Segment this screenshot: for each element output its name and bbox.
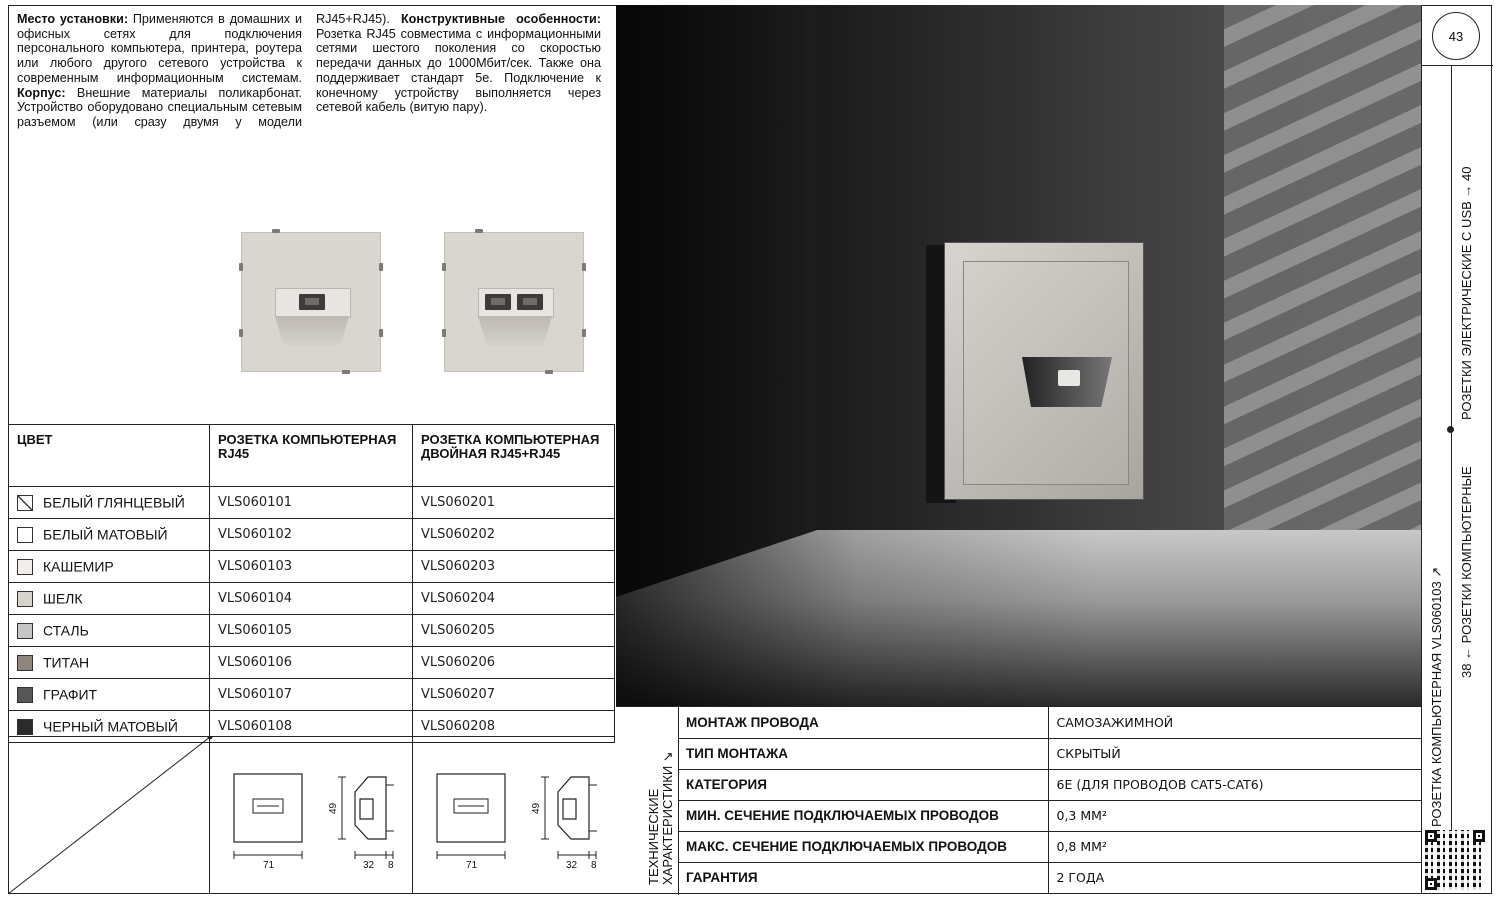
code-single: VLS060105 bbox=[210, 615, 413, 647]
table-row bbox=[9, 583, 615, 615]
color-name: СТАЛЬ bbox=[43, 622, 89, 639]
tech-specs-label bbox=[616, 707, 679, 895]
color-swatch bbox=[17, 655, 33, 671]
interior-photo bbox=[616, 5, 1421, 706]
color-name: ГРАФИТ bbox=[43, 686, 98, 703]
spec-key: ТИП МОНТАЖА bbox=[678, 738, 1048, 769]
table-row bbox=[9, 551, 615, 583]
color-swatch bbox=[17, 591, 33, 607]
color-cell bbox=[9, 647, 210, 679]
dim-depth-a-1: 32 bbox=[363, 860, 375, 871]
socket-plate-photo bbox=[944, 242, 1144, 500]
spec-value: 6Е (ДЛЯ ПРОВОДОВ CAT5-CAT6) bbox=[1048, 769, 1421, 800]
code-single: VLS060103 bbox=[210, 551, 413, 583]
color-swatch bbox=[17, 623, 33, 639]
drawing-double bbox=[437, 774, 597, 871]
tech-specs bbox=[616, 706, 1421, 895]
dimension-drawings bbox=[8, 736, 615, 894]
page-number: 43 bbox=[1432, 12, 1480, 60]
tech-specs-table bbox=[678, 707, 1421, 893]
code-double: VLS060208 bbox=[413, 711, 615, 743]
spec-row bbox=[678, 800, 1421, 831]
drawing-single bbox=[234, 774, 394, 871]
intro-text-body: Внешние материалы поликарбонат. Устройство оборудовано специальным сетевым разъемом (или сразу двумя у модели RJ45+RJ45). bbox=[17, 12, 390, 129]
table-row bbox=[9, 647, 615, 679]
dim-width-1: 71 bbox=[263, 860, 275, 871]
code-double: VLS060202 bbox=[413, 519, 615, 551]
dim-width-2: 71 bbox=[466, 860, 478, 871]
qr-code[interactable] bbox=[1425, 830, 1485, 890]
color-name: БЕЛЫЙ ГЛЯНЦЕВЫЙ bbox=[43, 494, 185, 511]
intro-label-features: Конструктивные особенности: bbox=[401, 12, 601, 26]
code-single: VLS060101 bbox=[210, 487, 413, 519]
header-double: РОЗЕТКА КОМПЬЮТЕРНАЯ ДВОЙНАЯ RJ45+RJ45 bbox=[413, 425, 615, 487]
spec-row bbox=[678, 862, 1421, 893]
code-single: VLS060102 bbox=[210, 519, 413, 551]
color-name: ШЕЛК bbox=[43, 590, 83, 607]
color-code-table bbox=[8, 424, 615, 743]
code-single: VLS060108 bbox=[210, 711, 413, 743]
table-row bbox=[9, 615, 615, 647]
spec-key: МИН. СЕЧЕНИЕ ПОДКЛЮЧАЕМЫХ ПРОВОДОВ bbox=[678, 800, 1048, 831]
nav-prev-link[interactable]: 38 ← РОЗЕТКИ КОМПЬЮТЕРНЫЕ bbox=[1459, 466, 1474, 678]
code-double: VLS060204 bbox=[413, 583, 615, 615]
drawing-svg bbox=[8, 737, 615, 894]
header-single: РОЗЕТКА КОМПЬЮТЕРНАЯ RJ45 bbox=[210, 425, 413, 487]
code-double: VLS060201 bbox=[413, 487, 615, 519]
spec-value: 0,8 ММ² bbox=[1048, 831, 1421, 862]
dim-depth-b-2: 8 bbox=[591, 860, 597, 871]
dim-depth-a-2: 32 bbox=[566, 860, 578, 871]
dim-height-2: 49 bbox=[531, 802, 542, 814]
rail-divider-dot bbox=[1447, 426, 1454, 433]
spec-key: КАТЕГОРИЯ bbox=[678, 769, 1048, 800]
color-name: ЧЕРНЫЙ МАТОВЫЙ bbox=[43, 718, 178, 735]
code-single: VLS060104 bbox=[210, 583, 413, 615]
table-row bbox=[9, 679, 615, 711]
spec-row bbox=[678, 707, 1421, 738]
spec-row bbox=[678, 831, 1421, 862]
dim-height-1: 49 bbox=[328, 802, 339, 814]
color-swatch bbox=[17, 719, 33, 735]
intro-label-installation: Место установки: bbox=[17, 12, 129, 26]
product-name-vertical: РОЗЕТКА КОМПЬЮТЕРНАЯ VLS060103 ↗ bbox=[1429, 566, 1444, 827]
nav-next-link[interactable]: РОЗЕТКИ ЭЛЕКТРИЧЕСКИЕ С USB → 40 bbox=[1459, 166, 1474, 420]
color-swatch bbox=[17, 527, 33, 543]
intro-label-body: Корпус: bbox=[17, 85, 66, 100]
spec-value: СКРЫТЫЙ bbox=[1048, 738, 1421, 769]
spec-row bbox=[678, 738, 1421, 769]
color-cell bbox=[9, 615, 210, 647]
spec-value: САМОЗАЖИМНОЙ bbox=[1048, 707, 1421, 738]
color-swatch bbox=[17, 559, 33, 575]
color-swatch bbox=[17, 687, 33, 703]
spec-row bbox=[678, 769, 1421, 800]
header-color: ЦВЕТ bbox=[9, 425, 210, 487]
intro-text-installation: Применяются в домашних и офисных сетях для подключения персонального компьютера, принтера, роутера или любого другого сетевого устройства к современным информационным системам. bbox=[17, 12, 302, 85]
spec-value: 0,3 ММ² bbox=[1048, 800, 1421, 831]
code-single: VLS060106 bbox=[210, 647, 413, 679]
color-cell bbox=[9, 551, 210, 583]
color-name: БЕЛЫЙ МАТОВЫЙ bbox=[43, 526, 168, 543]
tech-label-line1: ТЕХНИЧЕСКИЕ bbox=[646, 788, 661, 885]
spec-key: ГАРАНТИЯ bbox=[678, 862, 1048, 893]
color-cell bbox=[9, 583, 210, 615]
code-double: VLS060207 bbox=[413, 679, 615, 711]
spec-key: МОНТАЖ ПРОВОДА bbox=[678, 707, 1048, 738]
color-cell bbox=[9, 487, 210, 519]
dim-depth-b-1: 8 bbox=[388, 860, 394, 871]
product-image-single-rj45 bbox=[241, 232, 381, 372]
intro-text-features: Розетка RJ45 совместима с информационными сетями шестого поколения со скоростью передачи данных до 1000Мбит/сек. Также она поддерживает стандарт 5е. Подключение к конечному устройству выполняется через сетевой кабель (витую пару). bbox=[316, 26, 601, 115]
intro-text bbox=[17, 12, 601, 130]
code-double: VLS060206 bbox=[413, 647, 615, 679]
table-row bbox=[9, 519, 615, 551]
right-rail bbox=[1421, 5, 1493, 894]
color-cell bbox=[9, 679, 210, 711]
code-single: VLS060107 bbox=[210, 679, 413, 711]
color-swatch bbox=[17, 495, 33, 511]
spec-value: 2 ГОДА bbox=[1056, 870, 1105, 886]
color-name: ТИТАН bbox=[43, 654, 90, 671]
code-double: VLS060203 bbox=[413, 551, 615, 583]
color-cell bbox=[9, 519, 210, 551]
table-row bbox=[9, 487, 615, 519]
color-name: КАШЕМИР bbox=[43, 558, 114, 575]
spec-key: МАКС. СЕЧЕНИЕ ПОДКЛЮЧАЕМЫХ ПРОВОДОВ bbox=[678, 831, 1048, 862]
tech-label-line2: ХАРАКТЕРИСТИКИ ↘ bbox=[660, 751, 675, 885]
product-image-double-rj45 bbox=[444, 232, 584, 372]
code-double: VLS060205 bbox=[413, 615, 615, 647]
